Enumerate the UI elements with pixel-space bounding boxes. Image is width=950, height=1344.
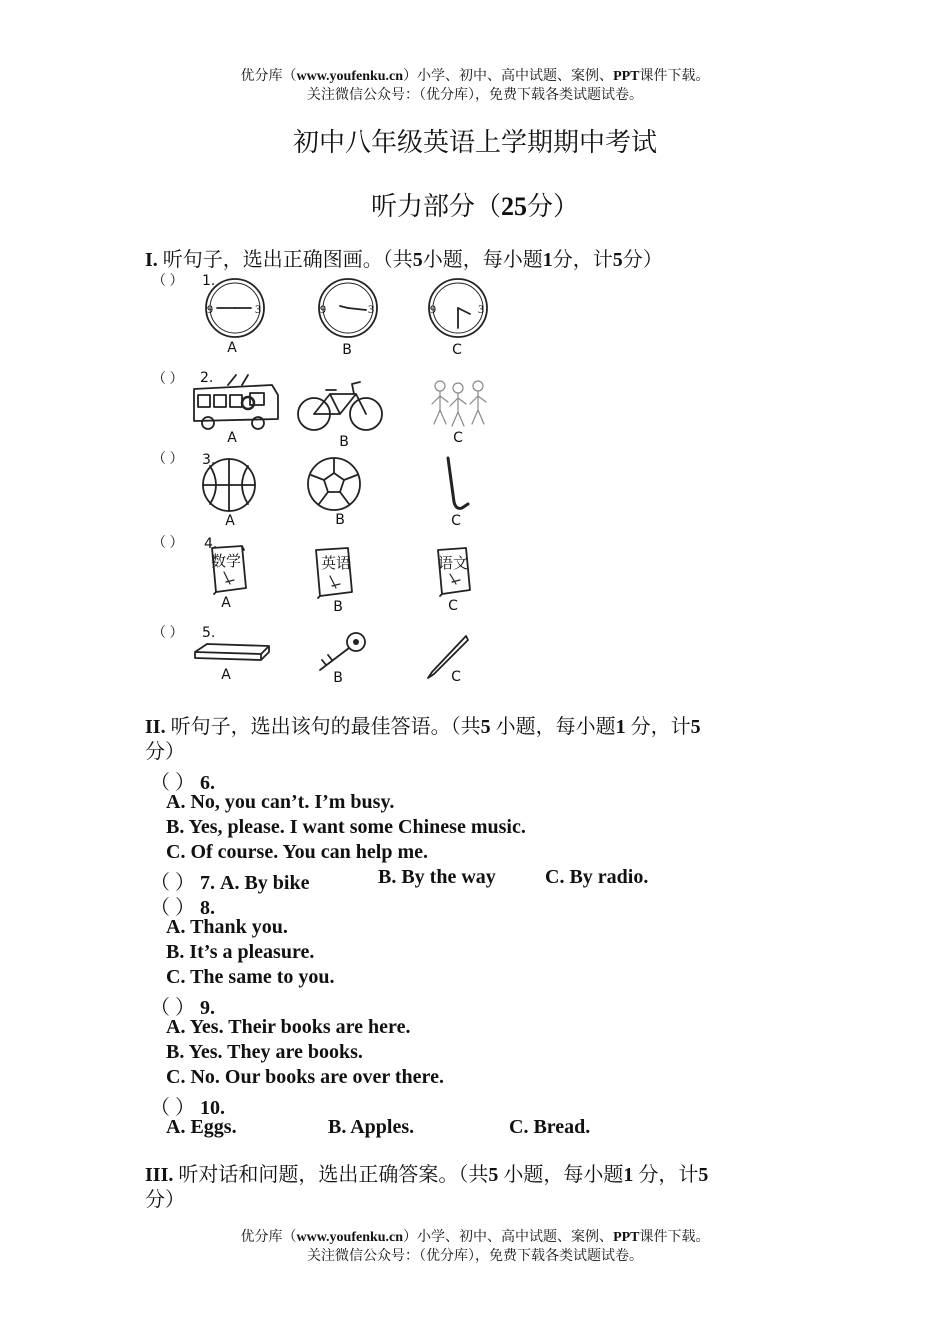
- option-10b: B. Apples.: [328, 1116, 415, 1138]
- option-10a: A. Eggs.: [166, 1116, 237, 1138]
- bicycle-image: [296, 376, 386, 434]
- option-label-b: B: [333, 670, 343, 686]
- option-label-b: B: [335, 512, 345, 528]
- football-image: [305, 455, 363, 513]
- header-line-1: 优分库（www.youfenku.cn）小学、初中、高中试题、案例、PPT课件下载。: [240, 69, 710, 84]
- header-line-2: 关注微信公众号：（优分库），免费下载各类试题试卷。: [307, 88, 643, 103]
- question-8: （ ） 8.: [150, 897, 215, 919]
- option-6b: B. Yes, please. I want some Chinese music.: [166, 816, 526, 838]
- clock-digit-3: 3: [478, 302, 484, 316]
- footer-line-2: 关注微信公众号：（优分库），免费下载各类试题试卷。: [307, 1249, 643, 1264]
- ruler-image: [193, 640, 273, 662]
- option-label-c: C: [451, 513, 461, 529]
- section-3-heading: III. 听对话和问题，选出正确答案。（共5 小题，每小题1 分，计5 分）: [145, 1164, 709, 1211]
- bus-image: [190, 373, 282, 431]
- page-header: [0, 67, 950, 105]
- option-label-b: B: [342, 342, 352, 358]
- walking-people-image: [426, 378, 496, 430]
- answer-blank[interactable]: （ ）: [152, 536, 184, 551]
- question-number: 2.: [200, 370, 214, 386]
- clock-digit-9: 9: [320, 302, 326, 316]
- key-image: [314, 630, 370, 674]
- answer-blank[interactable]: （ ）: [150, 772, 195, 794]
- answer-blank[interactable]: （ ）: [150, 872, 195, 894]
- option-9a: A. Yes. Their books are here.: [166, 1016, 411, 1038]
- hockey-stick-image: [434, 456, 474, 516]
- option-8c: C. The same to you.: [166, 966, 335, 988]
- footer-line-1: 优分库（www.youfenku.cn）小学、初中、高中试题、案例、PPT课件下载。: [240, 1230, 710, 1245]
- option-6a: A. No, you can’t. I’m busy.: [166, 791, 395, 813]
- question-number: 3.: [202, 452, 216, 468]
- option-7c: C. By radio.: [545, 866, 649, 888]
- answer-blank[interactable]: （ ）: [152, 274, 184, 289]
- question-9: （ ） 9.: [150, 997, 215, 1019]
- option-8b: B. It’s a pleasure.: [166, 941, 315, 963]
- page-title: 初中八年级英语上学期期中考试: [292, 128, 657, 157]
- option-9c: C. No. Our books are over there.: [166, 1066, 444, 1088]
- clock-c-image: [426, 276, 490, 340]
- section-2-heading: II. 听句子，选出该句的最佳答语。（共5 小题，每小题1 分，计5 分）: [145, 716, 701, 763]
- answer-blank[interactable]: （ ）: [152, 626, 184, 641]
- option-10c: C. Bread.: [509, 1116, 591, 1138]
- option-label-c: C: [452, 342, 462, 358]
- option-8a: A. Thank you.: [166, 916, 288, 938]
- section-1-heading: I. 听句子，选出正确图画。（共5小题，每小题1分，计5分）: [145, 249, 663, 271]
- answer-blank[interactable]: （ ）: [150, 1097, 195, 1119]
- option-label-c: C: [451, 669, 461, 685]
- book-label-chinese: 语文: [438, 554, 469, 572]
- clock-digit-9: 9: [430, 302, 436, 316]
- answer-blank[interactable]: （ ）: [152, 452, 184, 467]
- question-7: （ ） 7. A. By bike: [150, 872, 310, 894]
- option-label-b: B: [339, 434, 349, 450]
- book-label-math: 数学: [211, 552, 242, 570]
- option-label-a: A: [227, 340, 237, 356]
- option-6c: C. Of course. You can help me.: [166, 841, 429, 863]
- question-number: 1.: [202, 273, 216, 289]
- option-label-a: A: [221, 667, 231, 683]
- page-footer: [0, 1228, 950, 1266]
- basketball-image: [200, 456, 258, 514]
- answer-blank[interactable]: （ ）: [152, 372, 184, 387]
- book-label-english: 英语: [321, 554, 352, 572]
- question-number: 4.: [204, 536, 218, 552]
- answer-blank[interactable]: （ ）: [150, 897, 195, 919]
- option-label-a: A: [225, 513, 235, 529]
- answer-blank[interactable]: （ ）: [150, 997, 195, 1019]
- clock-digit-3: 3: [255, 302, 261, 316]
- clock-digit-3: 3: [368, 302, 374, 316]
- page-subtitle: 听力部分（25分）: [370, 192, 580, 221]
- option-label-a: A: [227, 430, 237, 446]
- option-label-c: C: [448, 598, 458, 614]
- option-7b: B. By the way: [378, 866, 496, 888]
- option-9b: B. Yes. They are books.: [166, 1041, 363, 1063]
- clock-a-image: [203, 276, 267, 340]
- clock-digit-9: 9: [207, 302, 213, 316]
- option-label-c: C: [453, 430, 463, 446]
- option-label-a: A: [221, 595, 231, 611]
- clock-b-image: [316, 276, 380, 340]
- option-label-b: B: [333, 599, 343, 615]
- question-number: 5.: [202, 625, 216, 641]
- question-6: （ ） 6.: [150, 772, 215, 794]
- question-10: （ ） 10.: [150, 1097, 225, 1119]
